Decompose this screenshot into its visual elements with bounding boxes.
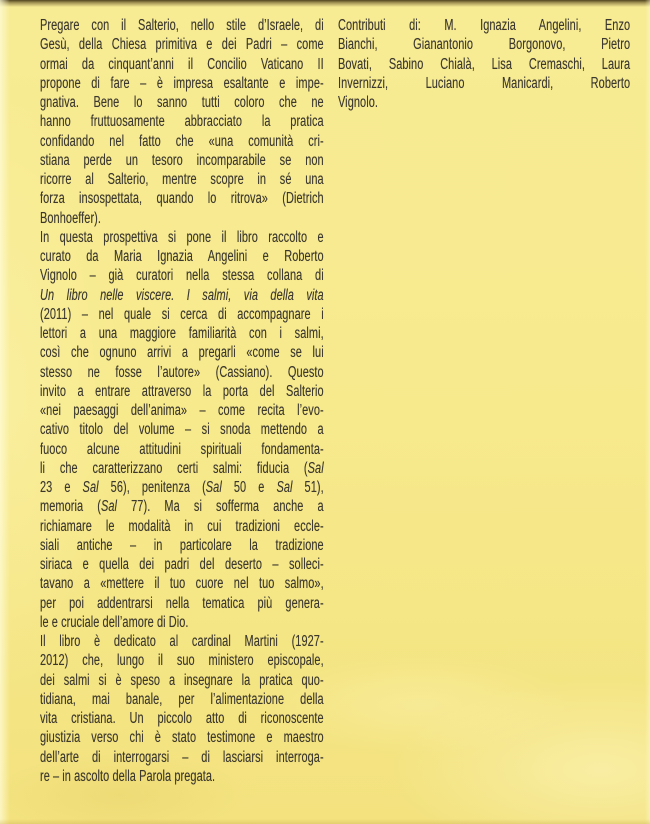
text-line: ormai da cinquant’anni il Concilio Vaticano II <box>40 55 324 73</box>
text-line: li che caratterizzano certi salmi: fiducia (Sal <box>40 459 324 477</box>
text-line: invito a entrare attraverso la porta del Salterio <box>40 382 324 400</box>
text-line: tidiana, mai banale, per l’alimentazione della <box>40 690 324 708</box>
text-line: curato da Maria Ignazia Angelini e Roberto <box>40 248 324 265</box>
text-line: re – in ascolto della Parola pregata. <box>40 767 216 785</box>
text-line: «nei paesaggi dell’anima» – come recita l’evo- <box>40 402 324 419</box>
text-line: ricorre al Salterio, mentre scopre in sé una <box>40 171 324 188</box>
contributors-column <box>338 16 630 112</box>
text-line: così che ognuno arrivi a pregarli «come se lui <box>40 344 324 362</box>
text-line: cativo titolo del volume – si snoda mettendo a <box>40 421 324 439</box>
text-line: richiamare le modalità in cui tradizioni eccle- <box>40 517 324 535</box>
text-line: gnativa. Bene lo sanno tutti coloro che ne <box>40 94 324 111</box>
text-line: 2012) che, lungo il suo ministero episcopale, <box>40 652 324 670</box>
text-line: In questa prospettiva si pone il libro raccolto e <box>40 228 324 246</box>
text-line: stesso ne fosse l’autore» (Cassiano). Questo <box>40 363 324 381</box>
scan-edge-bottom <box>0 819 650 824</box>
text-line: Gesù, della Chiesa primitiva e dei Padri – come <box>40 36 324 54</box>
scan-edge-right <box>645 0 650 824</box>
scan-edge-left <box>0 0 10 824</box>
text-line: tavano a «mettere il tuo cuore nel tuo salmo», <box>40 575 324 593</box>
text-line: Invernizzi, Luciano Manicardi, Roberto <box>338 74 631 92</box>
text-line: confidando nel fatto che «una comunità cri- <box>40 132 324 150</box>
text-line: (2011) – nel quale si cerca di accompagnare i <box>40 305 324 323</box>
blurb-text-column-inner <box>40 16 324 786</box>
text-line: giustizia verso chi è stato testimone e maestro <box>40 729 324 747</box>
text-line: vita cristiana. Un piccolo atto di riconoscente <box>40 710 324 727</box>
text-line: per poi addentrarsi nella tematica più genera- <box>40 594 324 612</box>
text-line: Vignolo. <box>338 94 379 111</box>
paragraph <box>338 16 630 112</box>
text-line: lettori a una maggiore familiarità con i salmi, <box>40 325 324 342</box>
paragraph <box>40 632 324 786</box>
text-line: Contributi di: M. Ignazia Angelini, Enzo <box>338 17 631 34</box>
text-line: Bianchi, Gianantonio Borgonovo, Pietro <box>338 36 631 54</box>
text-line: Vignolo – già curatori nella stessa collana di <box>40 267 324 285</box>
text-line: hanno fruttuosamente abbracciato la pratica <box>40 113 324 131</box>
text-line: 23 e Sal 56), penitenza (Sal 50 e Sal 51), <box>40 479 324 496</box>
blurb-text-column <box>40 16 324 786</box>
text-line: Bovati, Sabino Chialà, Lisa Cremaschi, Laura <box>338 55 631 73</box>
text-line: Pregare con il Salterio, nello stile d’Israele, di <box>40 17 324 34</box>
text-line: le e cruciale dell’amore di Dio. <box>40 613 189 631</box>
text-line: Il libro è dedicato al cardinal Martini (1927- <box>40 633 324 650</box>
scan-edge-top <box>0 0 650 7</box>
text-line: siriaca e quella dei padri del deserto – solleci- <box>40 556 324 573</box>
text-line: Bonhoeffer). <box>40 209 102 227</box>
text-line: propone di fare – è impresa esaltante e impe- <box>40 74 324 92</box>
text-line: dell’arte di interrogarsi – di lasciarsi interroga- <box>40 748 324 766</box>
text-line: Un libro nelle viscere. I salmi, via della vita <box>40 286 324 304</box>
text-line: dei salmi si è speso a insegnare la pratica quo- <box>40 671 324 689</box>
text-line: siali antiche – in particolare la tradizione <box>40 536 324 554</box>
contributors-column-inner <box>338 16 630 112</box>
paragraph <box>40 16 324 228</box>
text-line: fuoco alcune attitudini spirituali fondamenta- <box>40 440 324 458</box>
text-line: stiana perde un tesoro incomparabile se non <box>40 151 324 169</box>
paragraph <box>40 228 324 632</box>
text-line: memoria (Sal 77). Ma si sofferma anche a <box>40 498 324 516</box>
text-line: forza insospettata, quando lo ritrova» (Dietrich <box>40 190 324 208</box>
